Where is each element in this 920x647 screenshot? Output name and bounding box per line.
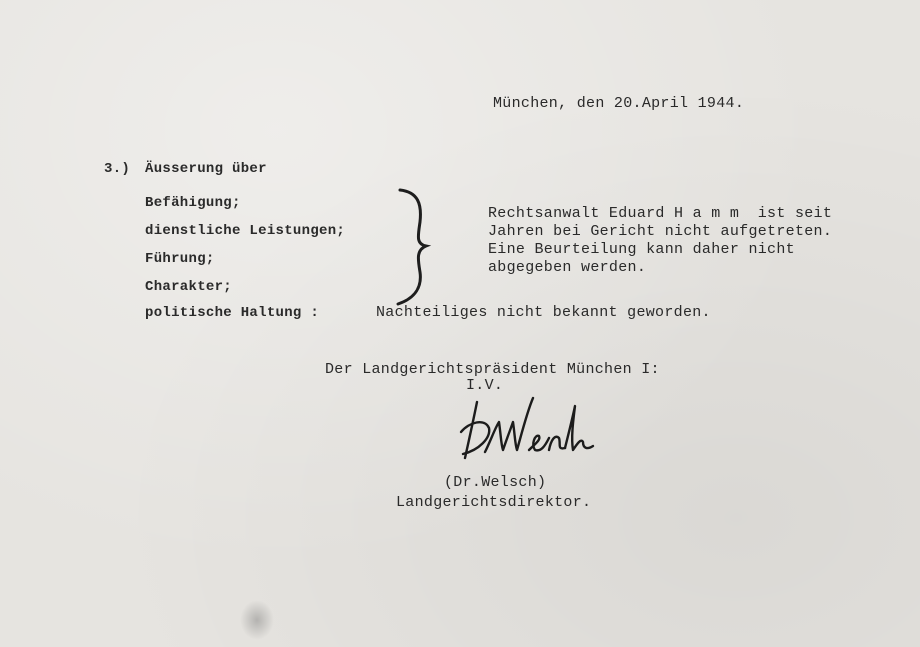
assessment-line-3: Eine Beurteilung kann daher nicht bbox=[488, 241, 795, 258]
signer-name: (Dr.Welsch) bbox=[444, 474, 547, 491]
section-title: Äusserung über bbox=[145, 161, 267, 177]
deputy-line: I.V. bbox=[466, 377, 504, 394]
place-date: München, den 20.April 1944. bbox=[493, 95, 745, 112]
political-text: Nachteiliges nicht bekannt geworden. bbox=[376, 304, 711, 321]
handwritten-signature bbox=[455, 392, 605, 468]
signer-role: Landgerichtsdirektor. bbox=[396, 494, 592, 511]
curly-brace-icon bbox=[392, 186, 440, 308]
criterion-performance: dienstliche Leistungen; bbox=[145, 223, 346, 239]
criterion-aptitude: Befähigung; bbox=[145, 195, 241, 211]
section-number: 3.) bbox=[104, 161, 131, 177]
political-label: politische Haltung : bbox=[145, 305, 320, 321]
assessment-line-2: Jahren bei Gericht nicht aufgetreten. bbox=[488, 223, 833, 240]
ink-smudge bbox=[240, 600, 274, 640]
assessment-line-4: abgegeben werden. bbox=[488, 259, 647, 276]
criterion-conduct: Führung; bbox=[145, 251, 215, 267]
office-line: Der Landgerichtspräsident München I: bbox=[325, 361, 660, 378]
assessment-line-1: Rechtsanwalt Eduard H a m m ist seit bbox=[488, 205, 833, 222]
criterion-character: Charakter; bbox=[145, 279, 233, 295]
